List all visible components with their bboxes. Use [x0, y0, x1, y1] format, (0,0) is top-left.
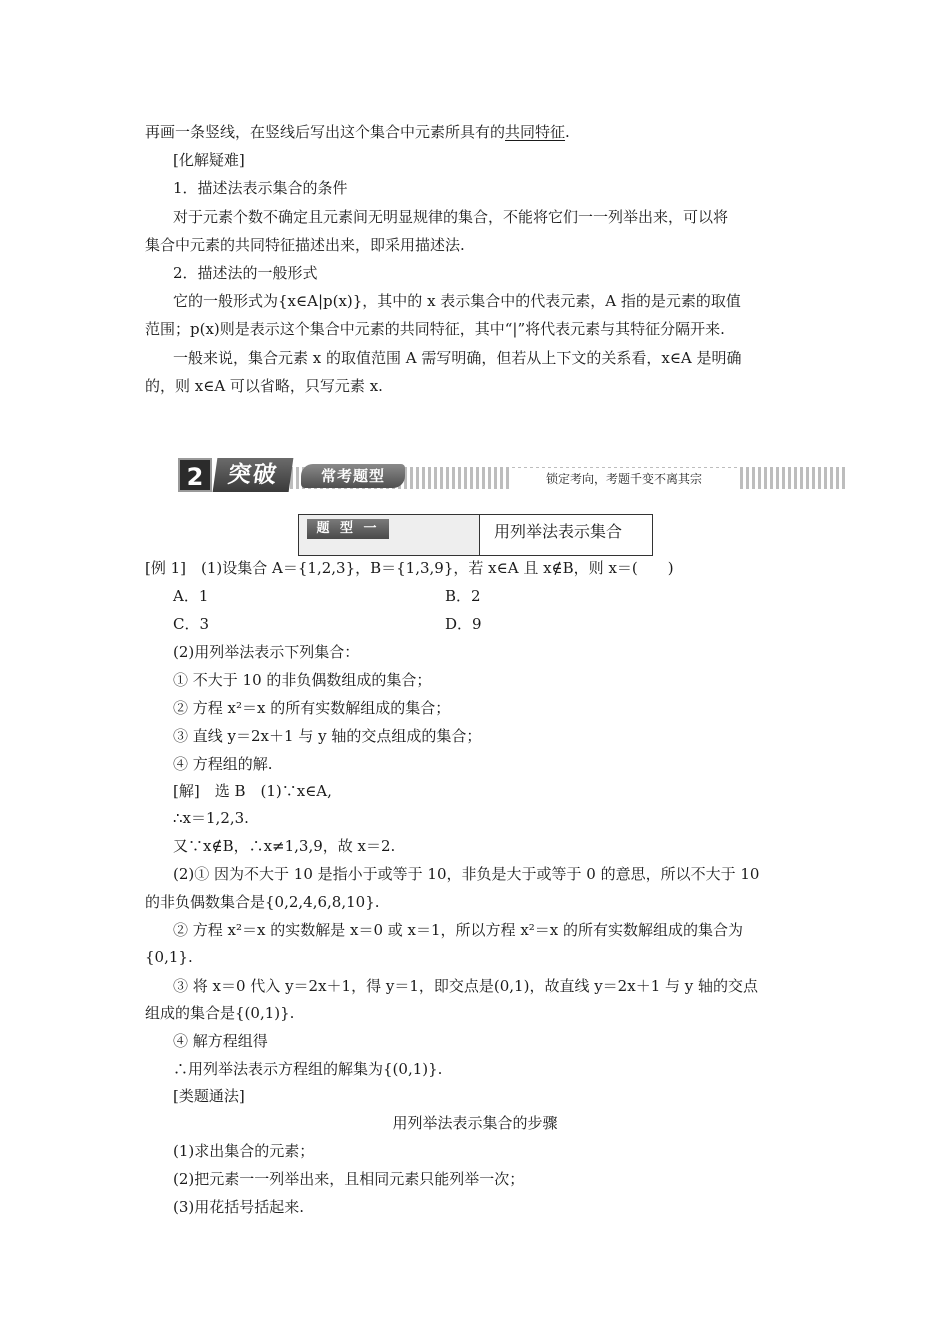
paragraph-line: 的，则 x∈A 可以省略，只写元素 x. — [145, 377, 383, 395]
paragraph-line: 集合中元素的共同特征描述出来，即采用描述法. — [145, 236, 465, 254]
option-d: D．9 — [445, 615, 482, 633]
section-tag: [化解疑难] — [173, 151, 245, 169]
method-step: (3)用花括号括起来. — [173, 1198, 305, 1216]
solution-line: [解] 选 B (1)∵x∈A, — [173, 782, 332, 800]
example-question: [例 1] (1)设集合 A＝{1,2,3}，B＝{1,3,9}，若 x∈A 且 x∉B，则 x＝( ) — [145, 559, 674, 577]
paragraph-line: 范围；p(x)则是表示这个集合中元素的共同特征，其中“|”将代表元素与其特征分隔开来. — [145, 320, 725, 338]
question-type-box — [298, 514, 653, 556]
subheading: 1．描述法表示集合的条件 — [173, 179, 348, 197]
banner-title: 突破 — [213, 458, 294, 492]
solution-line: (2)① 因为不大于 10 是指小于或等于 10，非负是大于或等于 0 的意思，所以不大于 10 — [173, 865, 760, 883]
method-step: (1)求出集合的元素； — [173, 1142, 315, 1160]
list-item: ② 方程 x²＝x 的所有实数解组成的集合； — [173, 699, 451, 717]
section-number: 2 — [178, 458, 212, 492]
solution-line: ③ 将 x＝0 代入 y＝2x＋1，得 y＝1，即交点是(0,1)，故直线 y＝2x＋1 与 y 轴的交点 — [173, 977, 759, 995]
paragraph-line: 对于元素个数不确定且元素间无明显规律的集合，不能将它们一一列举出来，可以将 — [173, 208, 729, 226]
section-tag: [类题通法] — [173, 1087, 245, 1105]
option-c: C．3 — [173, 615, 210, 633]
solution-line: 组成的集合是{(0,1)}. — [145, 1004, 295, 1022]
solution-line: ∴用列举法表示方程组的解集为{(0,1)}. — [173, 1060, 443, 1078]
underlined-term: 共同特征 — [505, 123, 566, 141]
option-b: B．2 — [445, 587, 481, 605]
solution-line: ② 方程 x²＝x 的实数解是 x＝0 或 x＝1，所以方程 x²＝x 的所有实数解组成的集合为 — [173, 921, 744, 939]
solution-line: ④ 解方程组得 — [173, 1032, 268, 1050]
paragraph-line: 它的一般形式为{x∈A|p(x)}，其中的 x 表示集合中的代表元素，A 指的是元素的取值 — [173, 292, 741, 310]
paragraph-line: 一般来说，集合元素 x 的取值范围 A 需写明确，但若从上下文的关系看，x∈A 是明确 — [173, 349, 742, 367]
method-title: 用列举法表示集合的步骤 — [392, 1114, 558, 1132]
type-title: 用列举法表示集合 — [494, 522, 623, 541]
banner-chip: 常考题型 — [301, 464, 405, 488]
list-item: ④ 方程组的解. — [173, 755, 273, 773]
solution-line: {0,1}. — [145, 948, 193, 966]
list-item: ① 不大于 10 的非负偶数组成的集合； — [173, 671, 432, 689]
type-label-panel — [299, 515, 480, 555]
text-span: . — [565, 123, 570, 141]
subheading: 2．描述法的一般形式 — [173, 264, 318, 282]
solution-line: 的非负偶数集合是{0,2,4,6,8,10}. — [145, 893, 380, 911]
method-step: (2)把元素一一列举出来，且相同元素只能列举一次； — [173, 1170, 525, 1188]
banner-slogan: 锁定考向，考题千变不离其宗 — [509, 468, 739, 490]
text-span: 再画一条竖线，在竖线后写出这个集合中元素所具有的 — [145, 123, 506, 141]
solution-line: 又∵x∉B，∴x≠1,3,9，故 x＝2. — [173, 837, 396, 855]
option-a: A．1 — [173, 587, 209, 605]
section-banner — [175, 456, 847, 494]
list-item: ③ 直线 y＝2x＋1 与 y 轴的交点组成的集合； — [173, 727, 482, 745]
solution-line: ∴x＝1,2,3. — [173, 809, 249, 827]
paragraph-line — [145, 122, 815, 142]
type-label: 题 型 一 — [307, 519, 389, 539]
example-question: (2)用列举法表示下列集合： — [173, 643, 360, 661]
